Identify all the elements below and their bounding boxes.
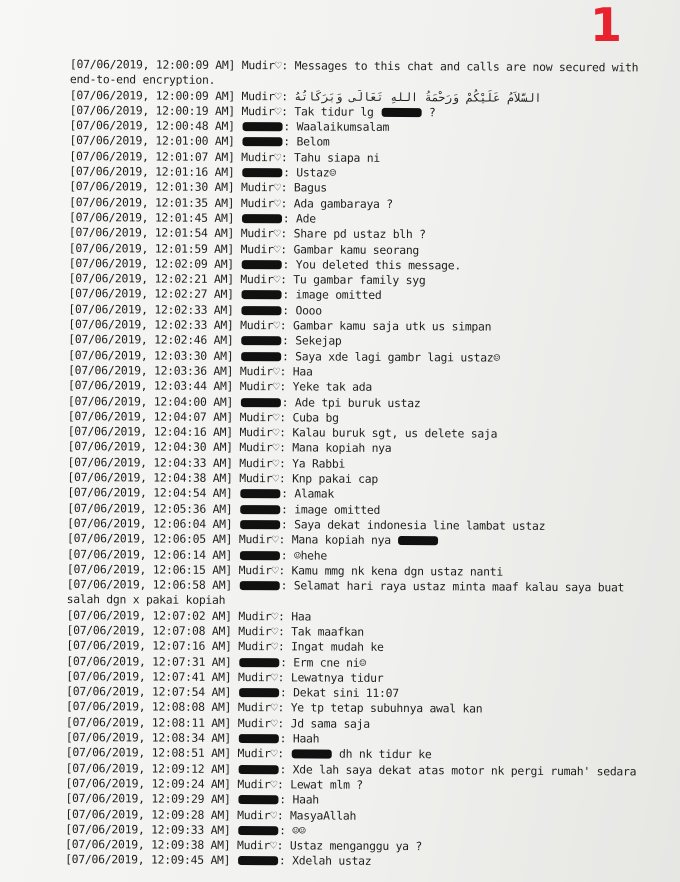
sender-name: Mudir (237, 715, 271, 731)
sender-name: Mudir (240, 195, 275, 210)
message-text: : image omitted (281, 501, 381, 517)
message-text: : Haa (279, 364, 313, 379)
message-text: : Selamat hari raya ustaz minta maaf kalau saya buat salah dgn x pakai kopiah (66, 578, 631, 608)
message-text: : Tahu siapa ni (280, 150, 381, 165)
message-text: : Haah (279, 731, 320, 746)
sender-name: Mudir (238, 532, 272, 547)
message-text: : Xde lah saya dekat atas motor nk pergi rumah' sedara (279, 761, 637, 779)
heart-icon: ♡ (270, 716, 278, 731)
timestamp: [07/06/2019, 12:00:09 AM] (69, 87, 236, 103)
heart-icon: ♡ (272, 425, 280, 440)
heart-icon: ♡ (274, 180, 281, 195)
sender-name: Mudir (240, 272, 274, 287)
message-text: : Lewatnya tidur (277, 670, 384, 685)
heart-icon: ♡ (272, 455, 280, 471)
timestamp: [07/06/2019, 12:07:31 AM] (66, 653, 232, 669)
sender-name: Mudir (236, 838, 271, 853)
redacted-sender (238, 856, 278, 865)
message-text: : Cuba bg (279, 410, 339, 425)
message-text: : Jd sama saja (277, 716, 370, 731)
message-text: : ☺☺ (279, 823, 306, 838)
message-text: : Ustaz menganggu ya ? (276, 838, 423, 854)
message-text: : Xdelah ustaz (278, 853, 372, 869)
message-text: : Waalaikumsalam (283, 119, 390, 135)
sender-name: Mudir (237, 669, 272, 685)
heart-icon: ♡ (273, 226, 281, 241)
heart-icon: ♡ (272, 410, 280, 425)
message-text: : السَّلاَمُ عَلَيْكُمْ وَرَحْمَةُ اللهِ تَعَالَى وَبَرَكَاتُهُ (281, 88, 542, 105)
timestamp: [07/06/2019, 12:03:44 AM] (67, 378, 234, 394)
timestamp: [07/06/2019, 12:09:38 AM] (65, 837, 231, 853)
message-text: : Sekejap (282, 333, 342, 349)
timestamp: [07/06/2019, 12:02:21 AM] (68, 271, 234, 287)
message-text: : Messages to this chat and calls are now secured with end-to-end encryption. (69, 58, 645, 88)
message-text: : Dekat sini 11:07 (279, 685, 399, 701)
redacted-sender (240, 520, 280, 529)
sender-name: Mudir (240, 180, 275, 195)
timestamp: [07/06/2019, 12:03:30 AM] (68, 347, 234, 363)
chat-log (65, 57, 660, 871)
message-text: : Tu gambar family syg (280, 272, 426, 288)
redacted-sender (242, 138, 282, 147)
timestamp: [07/06/2019, 12:00:48 AM] (69, 118, 235, 134)
timestamp: [07/06/2019, 12:04:30 AM] (67, 439, 233, 455)
timestamp: [07/06/2019, 12:06:05 AM] (67, 531, 233, 547)
message-text: : Haah (279, 792, 319, 807)
timestamp: [07/06/2019, 12:01:59 AM] (68, 240, 235, 256)
heart-icon: ♡ (273, 195, 281, 210)
redacted-sender (240, 581, 280, 590)
message-text: : Tak tidur lg (281, 104, 374, 119)
message-text: : MasyaAllah (276, 807, 357, 823)
redacted-sender (240, 551, 280, 560)
timestamp: [07/06/2019, 12:01:45 AM] (68, 209, 235, 225)
message-text: : Tak maafkan (277, 624, 364, 639)
heart-icon: ♡ (271, 563, 279, 578)
message-text: : Gambar kamu seorang (280, 241, 420, 257)
timestamp: [07/06/2019, 12:08:11 AM] (65, 714, 232, 730)
message-text: : Ada gambaraya ? (280, 195, 393, 211)
heart-icon: ♡ (272, 364, 280, 379)
message-text: : You deleted this message. (282, 257, 462, 273)
timestamp: [07/06/2019, 12:07:16 AM] (66, 638, 232, 654)
heart-icon: ♡ (273, 241, 281, 256)
timestamp: [07/06/2019, 12:02:33 AM] (68, 301, 234, 317)
sender-name: Mudir (239, 471, 273, 486)
heart-icon: ♡ (271, 624, 279, 639)
heart-icon: ♡ (270, 807, 277, 822)
timestamp: [07/06/2019, 12:02:09 AM] (68, 255, 234, 271)
timestamp: [07/06/2019, 12:07:41 AM] (66, 668, 232, 684)
heart-icon: ♡ (273, 272, 281, 287)
redacted-sender (240, 505, 280, 514)
timestamp: [07/06/2019, 12:01:54 AM] (68, 225, 235, 241)
message-text: : Mana kopiah nya (279, 440, 392, 456)
timestamp: [07/06/2019, 12:01:16 AM] (69, 164, 235, 180)
heart-icon: ♡ (274, 58, 282, 73)
sender-name: Mudir (238, 608, 272, 623)
timestamp: [07/06/2019, 12:00:19 AM] (69, 102, 235, 118)
redacted-sender (240, 489, 280, 498)
message-text: : Share pd ustaz blh ? (280, 226, 426, 242)
heart-icon: ♡ (272, 379, 280, 394)
timestamp: [07/06/2019, 12:02:27 AM] (68, 286, 234, 302)
timestamp: [07/06/2019, 12:08:34 AM] (65, 730, 232, 746)
timestamp: [07/06/2019, 12:07:02 AM] (66, 607, 232, 623)
sender-name: Mudir (237, 807, 271, 822)
message-text-tail: dh nk tidur ke (332, 746, 432, 762)
sender-name: Mudir (239, 440, 273, 455)
redacted-sender (241, 352, 281, 361)
message-text: : Haa (278, 608, 312, 624)
sender-name: Mudir (238, 624, 272, 639)
sender-name: Mudir (240, 241, 274, 256)
message-text: : Mana kopiah nya (278, 532, 391, 548)
heart-icon: ♡ (271, 670, 278, 685)
sender-name: Mudir (237, 700, 271, 715)
heart-icon: ♡ (271, 639, 278, 654)
heart-icon: ♡ (271, 608, 279, 623)
chat-line (67, 577, 657, 611)
redacted-sender (239, 688, 279, 697)
sender-name: Mudir (239, 455, 273, 470)
message-text: : Alamak (281, 486, 335, 501)
timestamp: [07/06/2019, 12:07:08 AM] (66, 622, 232, 638)
redacted-sender (241, 291, 281, 300)
redacted-name (291, 750, 331, 759)
timestamp: [07/06/2019, 12:06:04 AM] (67, 515, 233, 531)
sender-name: Mudir (241, 103, 275, 119)
redacted-sender (241, 398, 281, 407)
chat-line (65, 852, 655, 871)
redacted-sender (238, 795, 278, 804)
redacted-name (381, 108, 421, 117)
timestamp: [07/06/2019, 12:09:28 AM] (65, 806, 231, 822)
heart-icon: ♡ (270, 746, 278, 761)
message-text: : Belom (283, 134, 330, 150)
sender-name: Mudir (240, 226, 274, 241)
timestamp: [07/06/2019, 12:00:09 AM] (69, 57, 236, 73)
heart-icon: ♡ (272, 440, 280, 455)
message-text: : Saya dekat indonesia line lambat ustaz (280, 517, 546, 533)
heart-icon: ♡ (270, 777, 278, 792)
heart-icon: ♡ (274, 150, 281, 165)
redacted-sender (239, 734, 279, 743)
message-text: : Gambar kamu saja utk us simpan (279, 318, 492, 334)
message-text: : Oooo (282, 303, 322, 318)
redacted-name (398, 536, 438, 545)
message-text: : Erm cne ni☺ (280, 654, 367, 670)
message-text-tail: ? (422, 105, 436, 120)
timestamp: [07/06/2019, 12:01:07 AM] (69, 148, 235, 164)
timestamp: [07/06/2019, 12:08:51 AM] (65, 745, 231, 761)
heart-icon: ♡ (270, 838, 277, 853)
message-text: : Ya Rabbi (278, 456, 346, 471)
timestamp: [07/06/2019, 12:09:33 AM] (65, 821, 231, 837)
sender-name: Mudir (239, 409, 273, 425)
message-text: : Lewat mlm ? (276, 777, 363, 792)
message-text: : Kamu mmg nk kena dgn ustaz nanti (278, 563, 504, 579)
timestamp: [07/06/2019, 12:01:30 AM] (69, 179, 235, 195)
redacted-sender (242, 214, 282, 223)
sender-name: Mudir (241, 88, 275, 103)
timestamp: [07/06/2019, 12:07:54 AM] (66, 684, 232, 700)
message-text: : Ade tpi buruk ustaz (281, 394, 421, 410)
redacted-sender (241, 306, 281, 315)
heart-icon: ♡ (274, 104, 282, 119)
timestamp: [07/06/2019, 12:09:29 AM] (65, 791, 231, 807)
timestamp: [07/06/2019, 12:02:33 AM] (68, 317, 234, 333)
message-text: : Bagus (280, 180, 327, 195)
timestamp: [07/06/2019, 12:04:33 AM] (67, 454, 233, 470)
sender-name: Mudir (240, 318, 274, 333)
message-text: : (277, 746, 284, 761)
timestamp: [07/06/2019, 12:04:38 AM] (67, 470, 233, 486)
message-text: : image omitted (282, 287, 382, 303)
sender-name: Mudir (239, 425, 273, 440)
message-text: : Ingat mudah ke (277, 639, 384, 655)
timestamp: [07/06/2019, 12:05:36 AM] (67, 500, 233, 516)
redacted-sender (241, 336, 281, 345)
redacted-sender (239, 658, 279, 667)
page-number-annotation: 1 (590, 0, 623, 52)
redacted-sender (238, 826, 278, 835)
sender-name: Mudir (241, 58, 275, 73)
heart-icon: ♡ (272, 471, 279, 486)
sender-name: Mudir (237, 776, 271, 792)
sender-name: Mudir (239, 379, 273, 394)
heart-icon: ♡ (273, 318, 280, 333)
redacted-sender (242, 168, 282, 177)
sender-name: Mudir (238, 639, 272, 654)
timestamp: [07/06/2019, 12:01:35 AM] (69, 194, 235, 210)
sender-name: Mudir (238, 562, 272, 578)
timestamp: [07/06/2019, 12:02:46 AM] (68, 332, 234, 348)
timestamp: [07/06/2019, 12:03:36 AM] (68, 362, 234, 378)
message-text: : ☺hehe (280, 547, 328, 563)
timestamp: [07/06/2019, 12:04:16 AM] (67, 424, 233, 440)
timestamp: [07/06/2019, 12:09:45 AM] (65, 852, 231, 868)
heart-icon: ♡ (274, 88, 282, 103)
message-text: : Saya xde lagi gambr lagi ustaz☺ (281, 348, 501, 365)
message-text: : Ade (282, 211, 316, 226)
timestamp: [07/06/2019, 12:06:15 AM] (66, 561, 233, 577)
timestamp: [07/06/2019, 12:01:00 AM] (69, 133, 235, 149)
timestamp: [07/06/2019, 12:06:58 AM] (66, 577, 233, 593)
chat-line (70, 57, 660, 91)
sender-name: Mudir (237, 746, 271, 761)
message-text: : Kalau buruk sgt, us delete saja (279, 425, 498, 441)
timestamp: [07/06/2019, 12:09:12 AM] (65, 760, 231, 776)
message-text: : Yeke tak ada (279, 379, 373, 395)
message-text: : Knp pakai cap (278, 471, 379, 486)
redacted-sender (238, 765, 278, 774)
sender-name: Mudir (239, 363, 273, 379)
timestamp: [07/06/2019, 12:08:08 AM] (65, 699, 232, 715)
timestamp: [07/06/2019, 12:04:00 AM] (67, 393, 234, 409)
timestamp: [07/06/2019, 12:09:24 AM] (65, 775, 231, 791)
message-text: : Ustaz☺ (283, 165, 337, 180)
message-text: : Ye tp tetap subuhnya awal kan (277, 700, 483, 716)
sender-name: Mudir (241, 149, 275, 165)
heart-icon: ♡ (271, 532, 279, 547)
timestamp: [07/06/2019, 12:04:54 AM] (67, 485, 233, 501)
heart-icon: ♡ (270, 700, 278, 715)
timestamp: [07/06/2019, 12:06:14 AM] (66, 546, 233, 562)
redacted-sender (242, 260, 282, 269)
timestamp: [07/06/2019, 12:04:07 AM] (67, 408, 234, 424)
redacted-sender (242, 122, 282, 131)
